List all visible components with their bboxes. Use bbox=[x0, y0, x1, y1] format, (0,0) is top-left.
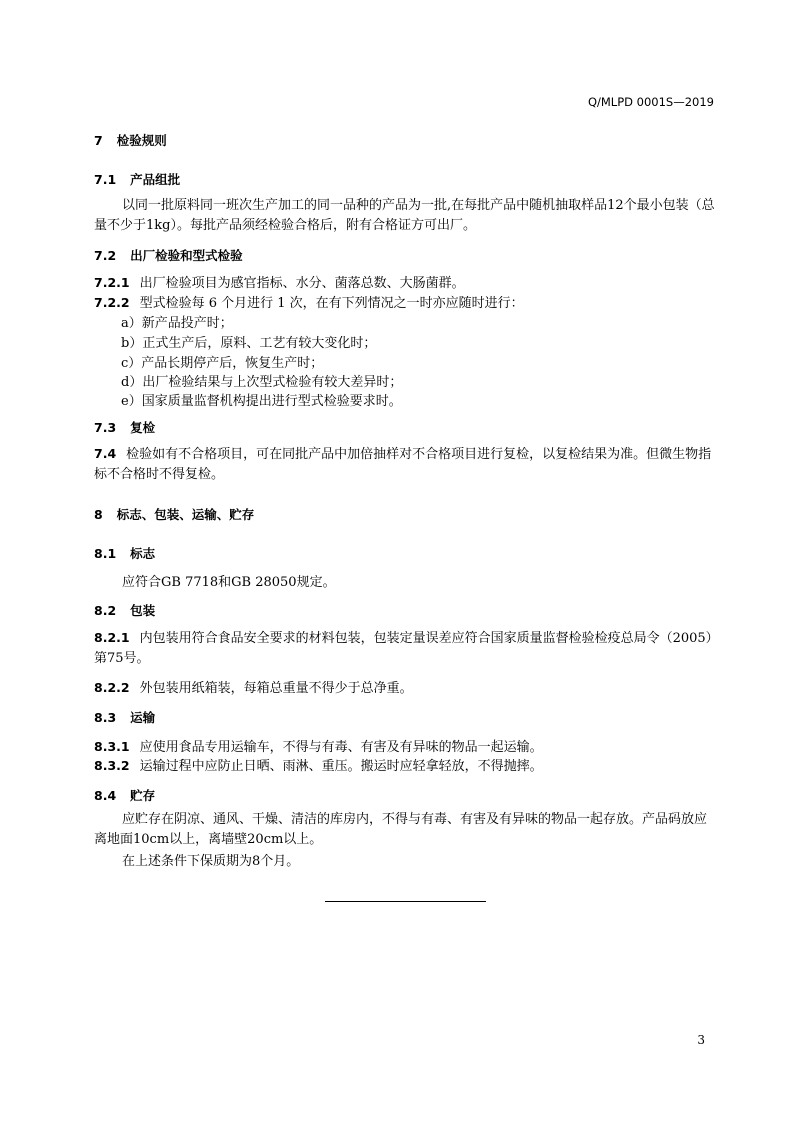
section-number: 8.1 bbox=[94, 546, 117, 561]
clause-text: 检验如有不合格项目，可在同批产品中加倍抽样对不合格项目进行复检，以复检结果为准。但微生物指标不合格时不得复检。 bbox=[94, 447, 712, 482]
section-7-1-text: 以同一批原料同一班次生产加工的同一品种的产品为一批,在每批产品中随机抽取样品12个最小包装（总量不少于1kg）。每批产品须经检验合格后，附有合格证方可出厂。 bbox=[94, 198, 715, 233]
section-number: 7.2 bbox=[94, 248, 117, 263]
clause-7-4 bbox=[94, 444, 719, 485]
clause-8-2-1 bbox=[94, 628, 719, 669]
section-8-heading bbox=[94, 505, 254, 523]
clause-number: 8.2.1 bbox=[94, 630, 130, 645]
section-8-2-heading bbox=[94, 601, 155, 619]
section-title: 产品组批 bbox=[130, 172, 181, 187]
section-title: 运输 bbox=[130, 710, 156, 725]
clause-text: 运输过程中应防止日晒、雨淋、重压。搬运时应轻拿轻放，不得抛摔。 bbox=[139, 759, 543, 774]
section-title: 出厂检验和型式检验 bbox=[130, 248, 243, 263]
clause-text: 型式检验每 6 个月进行 1 次，在有下列情况之一时亦应随时进行： bbox=[139, 296, 524, 311]
list-item: e）国家质量监督机构提出进行型式检验要求时。 bbox=[121, 394, 402, 409]
clause-number: 8.3.2 bbox=[94, 758, 130, 773]
clause-number: 8.3.1 bbox=[94, 739, 130, 754]
clause-number: 8.2.2 bbox=[94, 680, 130, 695]
clause-number: 7.4 bbox=[94, 446, 117, 461]
section-8-3-heading bbox=[94, 708, 155, 726]
section-7-3-heading bbox=[94, 418, 155, 436]
list-item: b）正式生产后，原料、工艺有较大变化时； bbox=[121, 336, 377, 351]
list-item: a）新产品投产时； bbox=[121, 316, 233, 331]
section-7-2-heading bbox=[94, 246, 243, 264]
section-8-4-heading bbox=[94, 786, 155, 804]
section-number: 8.2 bbox=[94, 603, 117, 618]
section-8-4-shelf-life: 在上述条件下保质期为8个月。 bbox=[122, 854, 300, 869]
section-8-1-text: 应符合GB 7718和GB 28050规定。 bbox=[122, 575, 336, 590]
section-number: 7 bbox=[94, 133, 103, 148]
list-item: c）产品长期停产后，恢复生产时； bbox=[121, 356, 324, 371]
section-title: 标志、包装、运输、贮存 bbox=[116, 507, 255, 522]
clause-number: 7.2.2 bbox=[94, 295, 130, 310]
section-8-1-heading bbox=[94, 544, 155, 562]
clause-text: 应使用食品专用运输车，不得与有毒、有害及有异味的物品一起运输。 bbox=[139, 740, 543, 755]
list-item: d）出厂检验结果与上次型式检验有较大差异时； bbox=[121, 375, 403, 390]
clause-text: 出厂检验项目为感官指标、水分、菌落总数、大肠菌群。 bbox=[139, 276, 465, 291]
section-7-heading bbox=[94, 131, 167, 149]
section-title: 贮存 bbox=[130, 788, 156, 803]
section-8-4-text: 应贮存在阴凉、通风、干燥、清洁的库房内，不得与有毒、有害及有异味的物品一起存放。产品码放应离地面10cm以上，离墙壁20cm以上。 bbox=[94, 812, 708, 847]
section-number: 7.1 bbox=[94, 172, 117, 187]
document-code: Q/MLPD 0001S—2019 bbox=[587, 95, 714, 109]
section-7-1-heading bbox=[94, 170, 180, 188]
section-number: 8.4 bbox=[94, 788, 117, 803]
page-number: 3 bbox=[697, 1033, 705, 1047]
clause-text: 内包装用符合食品安全要求的材料包装，包装定量误差应符合国家质量监督检验检疫总局令（2005）第75号。 bbox=[94, 631, 719, 666]
clause-number: 7.2.1 bbox=[94, 275, 130, 290]
clause-7-2-1 bbox=[94, 272, 465, 291]
end-divider bbox=[325, 901, 486, 902]
section-number: 7.3 bbox=[94, 420, 117, 435]
section-title: 标志 bbox=[130, 546, 156, 561]
section-title: 复检 bbox=[130, 420, 156, 435]
clause-8-3-2 bbox=[94, 755, 543, 774]
clause-8-2-2 bbox=[94, 677, 413, 696]
clause-text: 外包装用纸箱装，每箱总重量不得少于总净重。 bbox=[139, 681, 413, 696]
section-title: 检验规则 bbox=[116, 133, 167, 148]
clause-7-2-2 bbox=[94, 292, 524, 311]
clause-8-3-1 bbox=[94, 736, 543, 755]
section-number: 8 bbox=[94, 507, 103, 522]
section-number: 8.3 bbox=[94, 710, 117, 725]
section-title: 包装 bbox=[130, 603, 156, 618]
